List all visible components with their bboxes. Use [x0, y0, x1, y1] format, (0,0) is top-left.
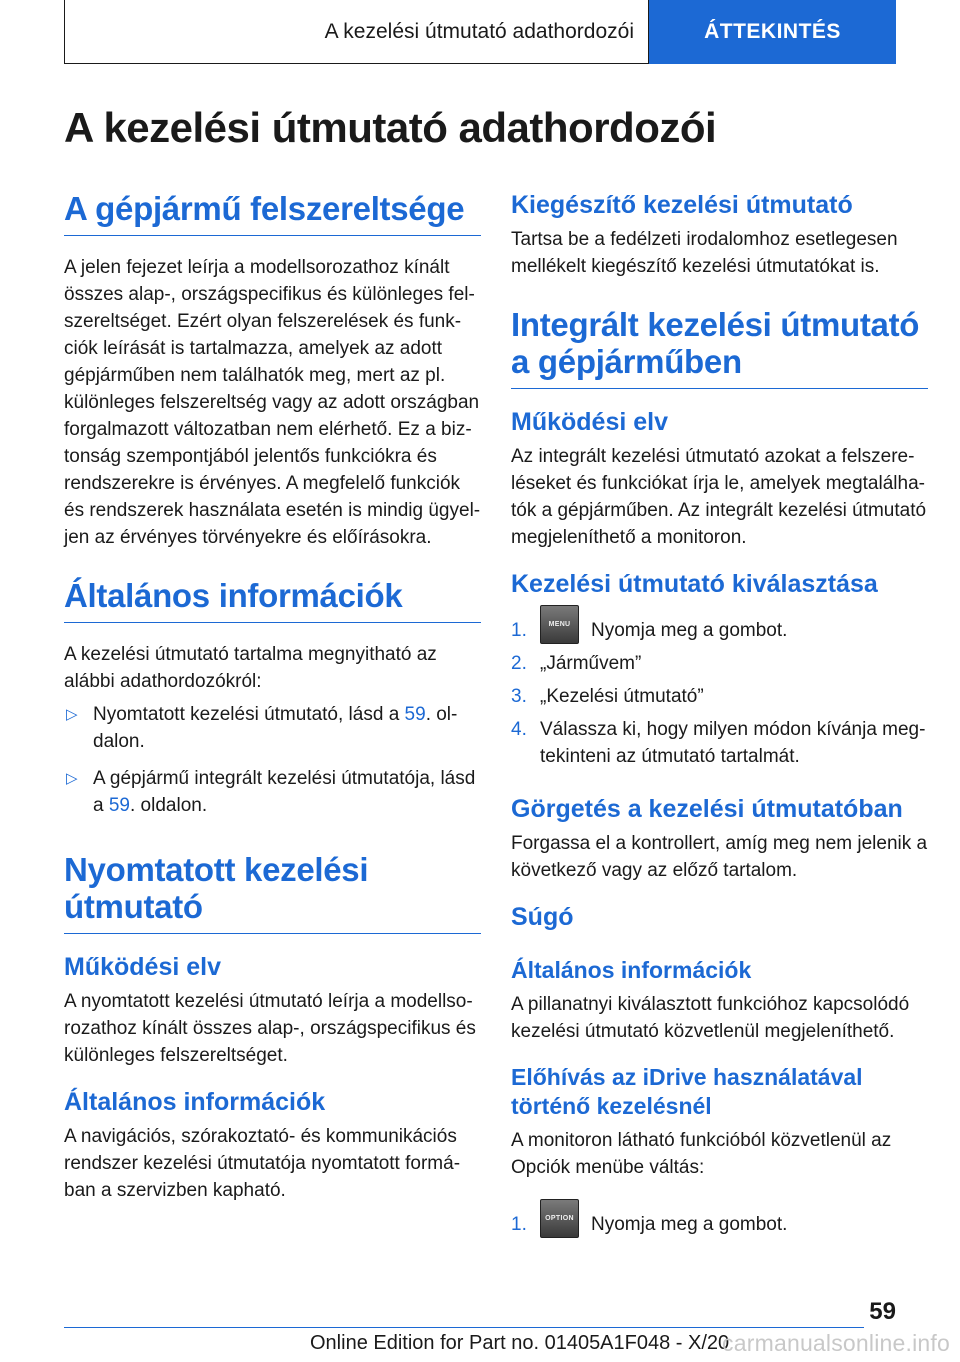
triangle-bullet-icon: ▷ [66, 706, 78, 723]
subsection-title-principle: Működési elv [511, 408, 668, 436]
footer-edition: Online Edition for Part no. 01405A1F048 - X/20 [310, 1332, 730, 1354]
left-column [64, 190, 481, 1204]
triangle-bullet-icon: ▷ [66, 770, 78, 787]
paragraph-vehicle-equipment: A jelen fejezet leírja a modellsorozathoz kínált összes alap-, országspecifikus és különleges felszereltséget. Ezért olyan felszerelések és funkciók leírását is tartalmazza, amelyek az adott gépjárműben nem találhatók meg, mert az pl. különleges felszereltség vagy az adott országban forgalmazott változatban nem elérhető. Ez a biztonság szempontjából jelentős funkciókra és rendszerekre is érvényes. A megfelelő funkciók és rendszerek használata esetén is mindig ügyeljen az érvényes törvényekre és előírásokra. [64, 257, 481, 548]
section-title-printed-manual: Nyomtatott kezelési útmutató [64, 851, 481, 934]
list-item: ▷ Nyomtatott kezelési útmutató, lásd a 59. oldalon. [64, 701, 481, 755]
option-button-icon[interactable]: OPTION [540, 1199, 579, 1238]
subsection-title-general-info: Általános információk [511, 957, 752, 983]
select-manual-steps [511, 605, 928, 770]
paragraph-printed-general: A navigációs, szórakoztató- és kommunikációs rendszer kezelési útmutatója nyomtatott formában a szervizben kapható. [64, 1126, 461, 1201]
paragraph-integrated-principle: Az integrált kezelési útmutató azokat a felszereléseket és funkciókat írja le, amelyek megtalálhatók a gépjárműben. Az integrált kezelési útmutató megjeleníthető a monitoron. [511, 446, 927, 548]
subsection-title-general-info: Általános információk [64, 1088, 326, 1116]
step-item: 2. „Járművem” [511, 653, 642, 674]
section-title-general-info: Általános információk [64, 577, 481, 623]
section-title-help: Súgó [511, 903, 574, 931]
step-item: 1. MENU Nyomja meg a gombot. [511, 605, 928, 644]
subsection-title-select-manual: Kezelési útmutató kiválasztása [511, 570, 878, 598]
page-title: A kezelési útmutató adathordozói [64, 104, 717, 151]
media-list [64, 701, 481, 819]
header-chapter-tab[interactable]: ÁTTEKINTÉS [649, 0, 896, 64]
step-item: 1. OPTION Nyomja meg a gombot. [511, 1199, 928, 1238]
page-link[interactable]: 59 [108, 795, 130, 816]
footer-divider [64, 1327, 864, 1328]
subsection-title-principle: Működési elv [64, 953, 221, 981]
watermark: carmanualsonline.info [722, 1330, 950, 1356]
page-number: 59 [869, 1298, 896, 1325]
subsection-title-supplementary: Kiegészítő kezelési útmutató [511, 191, 853, 219]
header-section-title: A kezelési útmutató adathordozói [64, 0, 649, 64]
paragraph-supplementary: Tartsa be a fedélzeti irodalomhoz esetlegesen mellékelt kiegészítő kezelési útmutatókat is. [511, 229, 898, 277]
step-item: 3. „Kezelési útmutató” [511, 686, 704, 707]
right-column [511, 190, 928, 1244]
page-link[interactable]: 59 [404, 704, 426, 725]
step-item: 4. Válassza ki, hogy milyen módon kívánja megtekinteni az útmutató tartalmát. [511, 719, 926, 767]
page-header [64, 0, 896, 64]
section-title-integrated-manual: Integrált kezelési útmutató a gépjárműben [511, 306, 928, 389]
paragraph-idrive-call: A monitoron látható funkcióból közvetlenül az Opciók menübe váltás: [511, 1130, 892, 1178]
paragraph-help-general: A pillanatnyi kiválasztott funkcióhoz kapcsolódó kezelési útmutató közvetlenül megjeleníthető. [511, 994, 910, 1042]
paragraph-general-info: A kezelési útmutató tartalma megnyitható az alábbi adathordozókról: [64, 644, 437, 692]
section-title-vehicle-equipment: A gépjármű felszereltsége [64, 190, 481, 236]
menu-button-icon[interactable]: MENU [540, 605, 579, 644]
subsection-title-idrive-call: Előhívás az iDrive használatával történő kezelésnél [511, 1064, 863, 1119]
subsection-title-scroll: Görgetés a kezelési útmutatóban [511, 795, 903, 823]
paragraph-scroll: Forgassa el a kontrollert, amíg meg nem jelenik a következő vagy az előző tartalom. [511, 833, 928, 881]
idrive-steps [511, 1199, 928, 1238]
paragraph-printed-principle: A nyomtatott kezelési útmutató leírja a modellsorozathoz kínált összes alap-, országspecifikus és különleges felszereltséget. [64, 991, 476, 1066]
list-item: ▷ A gépjármű integrált kezelési útmutatója, lásd a 59. oldalon. [64, 765, 481, 819]
